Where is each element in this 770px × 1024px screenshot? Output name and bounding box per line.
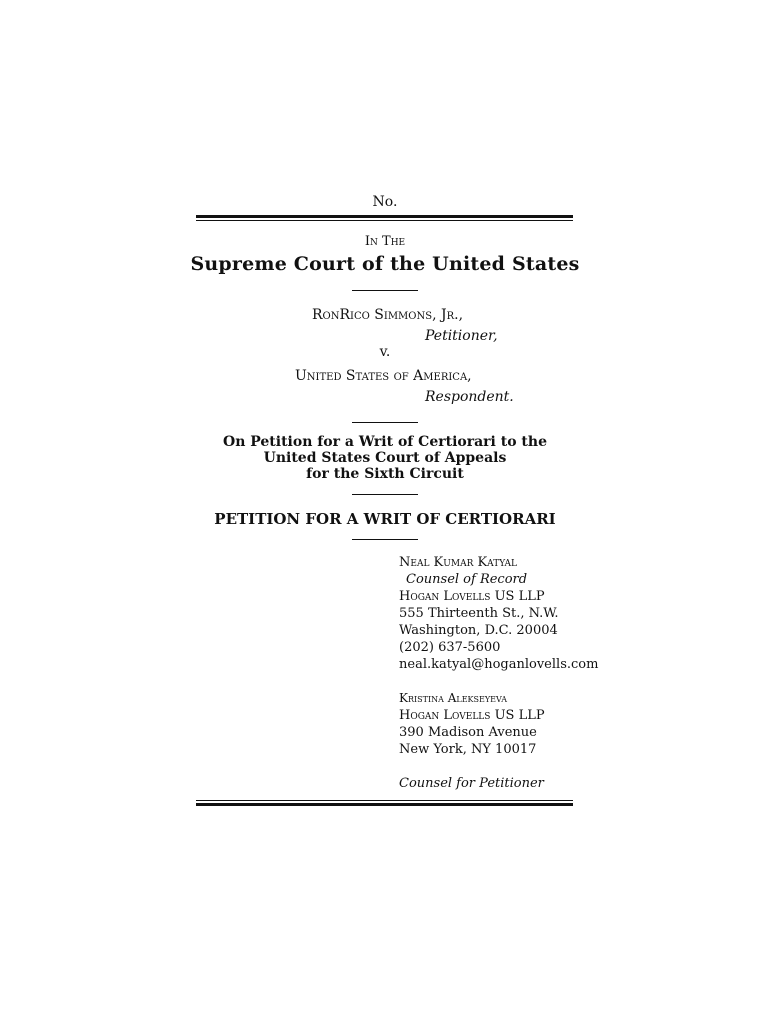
counsel-1-firm: Hogan Lovells US LLP [399,589,545,604]
counsel-1-name: Neal Kumar Katyal [399,555,517,570]
top-rule-thick [196,215,573,218]
top-rule-thin [196,220,573,221]
versus: v. [379,344,391,360]
counsel-2-name: Kristina Alekseyeva [399,691,507,705]
respondent-role: Respondent. [425,389,514,405]
counsel-1-email[interactable]: neal.katyal@hoganlovells.com [399,657,599,672]
court-prefix: In The [364,234,406,249]
divider-2 [352,422,418,423]
petition-line-2: United States Court of Appeals [263,450,507,466]
counsel-2-address-1: 390 Madison Avenue [399,725,537,740]
counsel-2-address-2: New York, NY 10017 [399,742,537,757]
petition-line-1: On Petition for a Writ of Certiorari to the [223,434,547,450]
document-title: PETITION FOR A WRIT OF CERTIORARI [214,510,556,528]
counsel-1-address-1: 555 Thirteenth St., N.W. [399,606,559,621]
bottom-rule-thick [196,803,573,806]
petitioner-role: Petitioner, [425,328,498,344]
counsel-1-phone: (202) 637-5600 [399,640,501,655]
divider-3 [352,494,418,495]
counsel-1-role: Counsel of Record [406,572,528,587]
petitioner-name: RonRico Simmons, Jr., [312,307,464,323]
respondent-name: United States of America, [295,368,472,384]
counsel-2-firm: Hogan Lovells US LLP [399,708,545,723]
counsel-footer: Counsel for Petitioner [399,776,544,791]
court-name: Supreme Court of the United States [190,253,580,275]
counsel-1-address-2: Washington, D.C. 20004 [399,623,558,638]
divider-1 [352,290,418,291]
bottom-rule-thin [196,800,573,801]
petition-line-3: for the Sixth Circuit [306,466,464,482]
docket-number-label: No. [372,194,398,210]
divider-4 [352,539,418,540]
